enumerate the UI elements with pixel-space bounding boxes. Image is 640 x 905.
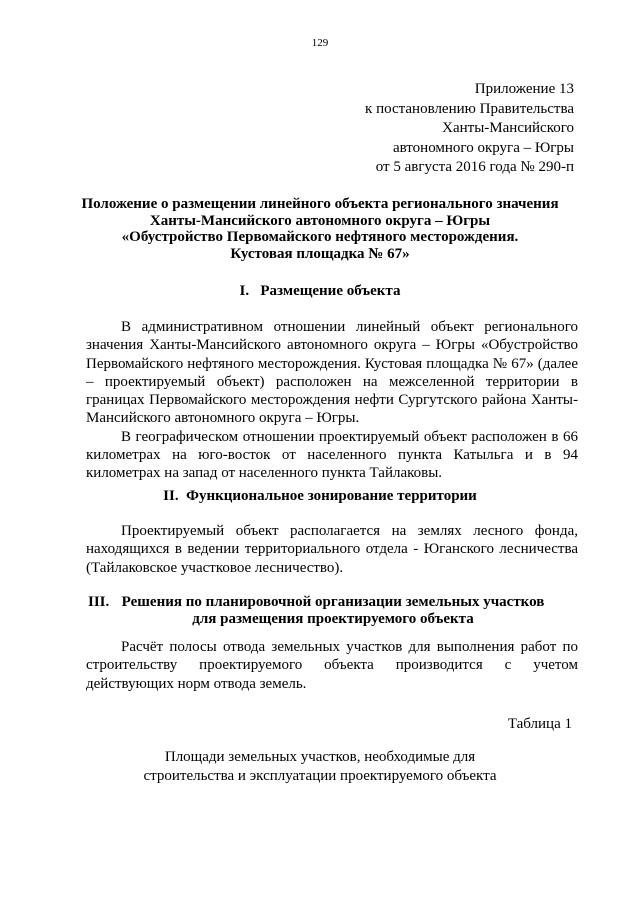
section-3-heading-line: Решения по планировочной организации земельных участков xyxy=(121,594,545,610)
appendix-line: к постановлению Правительства xyxy=(365,100,574,117)
document-title xyxy=(60,196,580,262)
section-2-heading-text: II. Функциональное зонирование территории xyxy=(163,488,477,504)
table-caption xyxy=(60,748,580,786)
appendix-line: Ханты-Мансийского xyxy=(442,120,574,136)
table-label: Таблица 1 xyxy=(507,716,572,732)
title-line: «Обустройство Первомайского нефтяного месторождения. xyxy=(121,229,519,245)
paragraph: В географическом отношении проектируемый объект расположен в 66 километрах на юго-восток от населенного пункта Катыльга и в 94 километрах на запад от населенного пункта Тайлаковы. xyxy=(86,428,578,482)
appendix-line: автономного округа – Югры xyxy=(392,139,574,156)
section-1-body xyxy=(86,318,578,483)
title-line: Кустовая площадка № 67» xyxy=(230,245,410,262)
section-2-body xyxy=(86,522,578,577)
section-2-heading xyxy=(60,488,580,505)
section-3-heading xyxy=(88,594,578,628)
appendix-block xyxy=(365,80,574,178)
title-line: Ханты-Мансийского автономного округа – Югры xyxy=(149,212,491,229)
caption-line: Площади земельных участков, необходимые для xyxy=(164,749,476,765)
page-number: 129 xyxy=(311,37,329,49)
title-line: Положение о размещении линейного объекта регионального значения xyxy=(81,196,559,212)
caption-line: строительства и эксплуатации проектируемого объекта xyxy=(143,768,497,784)
appendix-line: от 5 августа 2016 года № 290-п xyxy=(375,159,574,175)
section-1-heading-text: I. Размещение объекта xyxy=(239,283,401,299)
section-1-heading xyxy=(60,283,580,300)
paragraph: В административном отношении линейный объект регионального значения Ханты-Мансийского автономного округа – Югры «Обустройство Первомайского нефтяного месторождения. Кустовая площадка № 67» (далее – проектируемый объект) расположен на межселенной территории в границах Первомайского месторождения нефти Сургутского района Ханты-Мансийского автономного округа – Югры. xyxy=(86,319,578,427)
paragraph: Проектируемый объект располагается на землях лесного фонда, находящихся в ведении территориального отдела - Юганского лесничества (Тайлаковское участковое лесничество). xyxy=(86,523,578,576)
paragraph: Расчёт полосы отвода земельных участков для выполнения работ по строительству проектируемого объекта производится с учетом действующих норм отвода земель. xyxy=(86,639,578,692)
section-3-number: III. xyxy=(88,594,110,610)
section-3-body xyxy=(86,638,578,693)
appendix-line: Приложение 13 xyxy=(474,81,574,97)
section-3-heading-line: для размещения проектируемого объекта xyxy=(192,611,474,627)
